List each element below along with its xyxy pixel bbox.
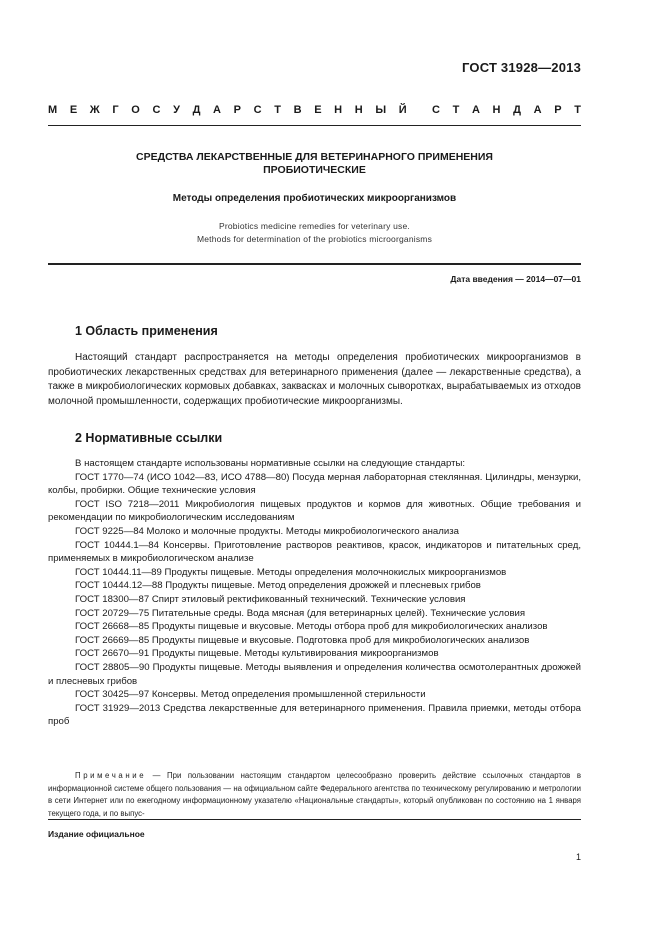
interstate-letter: С (152, 104, 161, 116)
reference-item: ГОСТ 20729—75 Питательные среды. Вода мясная (для ветеринарных целей). Технические условия (75, 607, 526, 619)
references-intro: В настоящем стандарте использованы нормативные ссылки на следующие стандарты: (75, 458, 466, 469)
interstate-letter: Р (233, 104, 241, 116)
interstate-letter: Н (334, 104, 343, 116)
official-edition-label: Издание официальное (48, 829, 145, 839)
standard-title-line1: СРЕДСТВА ЛЕКАРСТВЕННЫЕ ДЛЯ ВЕТЕРИНАРНОГО ПРИМЕНЕНИЯ (136, 151, 493, 163)
reference-item: ГОСТ 1770—74 (ИСО 1042—83, ИСО 4788—80) Посуда мерная лабораторная стеклянная. Цилиндры, мензурки, колбы, пробирки. Общие технические условия (48, 471, 581, 497)
interstate-letter: Е (314, 104, 322, 116)
standard-subtitle: Методы определения пробиотических микроорганизмов (172, 193, 457, 204)
section-2-heading: 2 Нормативные ссылки (75, 431, 223, 445)
standard-title-line2: ПРОБИОТИЧЕСКИЕ (263, 164, 366, 176)
interstate-letter: М (48, 104, 58, 116)
section-1-heading: 1 Область применения (75, 324, 218, 338)
interstate-letter: Ж (89, 104, 100, 116)
english-title-line1: Probiotics medicine remedies for veterinary use. (218, 221, 410, 231)
normative-references-list (48, 457, 581, 729)
interstate-letter: Т (274, 104, 281, 116)
reference-item: ГОСТ ISO 7218—2011 Микробиология пищевых продуктов и кормов для животных. Общие требования и рекомендации по микробиологическим исследованиям (48, 498, 581, 524)
english-title (48, 220, 581, 246)
title-divider (48, 263, 581, 265)
reference-item: ГОСТ 26669—85 Продукты пищевые и вкусовые. Подготовка проб для микробиологических анализов (75, 634, 530, 646)
section-1-body (48, 351, 581, 409)
reference-item: ГОСТ 26668—85 Продукты пищевые и вкусовые. Методы отбора проб для микробиологических анализов (75, 621, 548, 633)
interstate-letter: Т (574, 104, 581, 116)
section-1-paragraph: Настоящий стандарт распространяется на методы определения пробиотических микроорганизмов в пробиотических лекарственных средствах для ветеринарного применения (далее — лекарственные средства), а также в микробиологических кормовых добавках, заквасках и молочных сыворотках, вырабатываемых из отходов молочной промышленности, содержащих пробиотические микроорганизмы. (48, 352, 581, 407)
interstate-letter: А (533, 104, 542, 116)
reference-item: ГОСТ 10444.12—88 Продукты пищевые. Метод определения дрожжей и плесневых грибов (75, 580, 481, 592)
interstate-letter: Д (513, 104, 521, 116)
interstate-letter: Н (354, 104, 363, 116)
interstate-letter: Е (69, 104, 78, 116)
reference-item: ГОСТ 26670—91 Продукты пищевые. Методы культивирования микроорганизмов (75, 648, 439, 660)
gost-number: ГОСТ 31928—2013 (462, 60, 581, 75)
reference-item: ГОСТ 10444.11—89 Продукты пищевые. Методы определения молочнокислых микроорганизмов (75, 566, 507, 578)
interstate-letter: С (253, 104, 262, 116)
interstate-letter: Ы (375, 104, 387, 116)
header-divider (48, 125, 581, 126)
interstate-letter: Т (452, 104, 460, 116)
note-label: Примечание (75, 771, 147, 780)
reference-item: ГОСТ 18300—87 Спирт этиловый ректификованный технический. Технические условия (75, 593, 466, 605)
interstate-letter: У (173, 104, 180, 116)
interstate-letter: Н (492, 104, 501, 116)
english-title-line2: Methods for determination of the probiotics microorganisms (196, 234, 433, 244)
note-text: — При пользовании настоящим стандартом целесообразно проверить действие ссылочных стандартов в информационной системе общего пользования — на официальном сайте Федерального агентства по техническому регулированию и метрологии в сети Интернет или по ежегодному информационному указателю «Национальные стандарты», который опубликован по состоянию на 1 января текущего года, и по выпус- (48, 771, 581, 818)
footer-divider (48, 819, 581, 820)
reference-item: ГОСТ 9225—84 Молоко и молочные продукты. Методы микробиологического анализа (75, 525, 459, 537)
interstate-letter: А (213, 104, 221, 116)
interstate-letter: Д (192, 104, 201, 116)
reference-item: ГОСТ 31929—2013 Средства лекарственные для ветеринарного применения. Правила приемки, методы отбора проб (48, 702, 581, 728)
page-number: 1 (575, 852, 581, 862)
note-block (48, 770, 581, 820)
interstate-letter: С (431, 104, 440, 116)
note-paragraph (48, 770, 581, 820)
interstate-letter: В (293, 104, 302, 116)
interstate-letter: Й (398, 104, 407, 116)
reference-item: ГОСТ 28805—90 Продукты пищевые. Методы выявления и определения количества осмотолерантных дрожжей и плесневых грибов (48, 661, 581, 687)
interstate-letter: Р (554, 104, 562, 116)
standard-title (48, 151, 581, 177)
interstate-standard-banner (48, 104, 581, 116)
reference-item: ГОСТ 10444.1—84 Консервы. Приготовление растворов реактивов, красок, индикаторов и питательных сред, применяемых в микробиологическом анализе (48, 539, 581, 565)
interstate-letter: О (131, 104, 140, 116)
interstate-letter: А (471, 104, 480, 116)
reference-item: ГОСТ 30425—97 Консервы. Метод определения промышленной стерильности (75, 689, 426, 701)
interstate-letter: Г (112, 104, 119, 116)
introduction-date: Дата введения — 2014—07—01 (450, 274, 581, 284)
